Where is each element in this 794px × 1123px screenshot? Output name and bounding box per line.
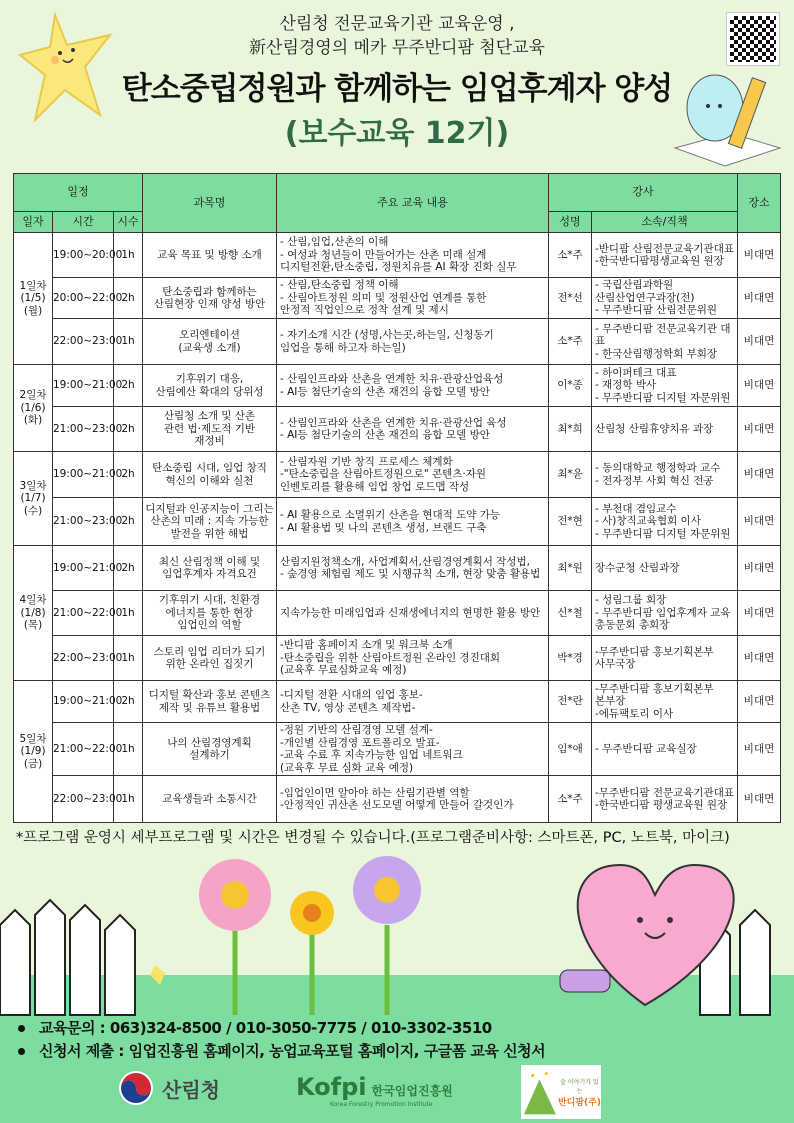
content-cell: - 산림인프라와 산촌을 연계한 치유·관광산업육성 - AI등 첨단기술의 산촌 재건의 융합 모델 방안 xyxy=(277,365,549,407)
place-cell: 비대면 xyxy=(738,278,781,319)
forest-service-logo xyxy=(118,1070,220,1106)
time-cell: 21:00~22:00 xyxy=(53,723,114,776)
table-row xyxy=(14,365,781,407)
affiliation-cell: -무주반디팜 홍보기획본부 본부장 -에듀팩토리 이사 xyxy=(592,681,738,723)
day-cell: 4일차 (1/8) (목) xyxy=(14,546,53,681)
place-cell: 비대면 xyxy=(738,723,781,776)
day-cell: 3일차 (1/7) (수) xyxy=(14,452,53,546)
forest-service-name: 산림청 xyxy=(162,1077,220,1102)
content-cell: - 산림인프라와 산촌을 연계한 치유·관광산업 육성 - AI등 첨단기술의 산촌 재건의 융합 모델 방안 xyxy=(277,407,549,452)
affiliation-cell: -무주반디팜 전문교육기관대표 -한국반디팜 평생교육원 원장 xyxy=(592,776,738,823)
subject-cell: 탄소중립 시대, 임업 창직 혁신의 이해와 실천 xyxy=(143,452,277,498)
table-row xyxy=(14,546,781,591)
subject-cell: 교육생들과 소통시간 xyxy=(143,776,277,823)
time-cell: 22:00~23:00 xyxy=(53,319,114,365)
yellow-flower-icon xyxy=(290,891,334,1015)
program-note: *프로그램 운영시 세부프로그램 및 시간은 변경될 수 있습니다.(프로그램준비사항: 스마트폰, PC, 노트북, 마이크) xyxy=(16,830,730,846)
place-cell: 비대면 xyxy=(738,498,781,546)
hours-cell: 2h xyxy=(114,407,143,452)
affiliation-cell: -무주반디팜 홍보기획본부 사무국장 xyxy=(592,636,738,681)
kofpi-korean: 한국임업진흥원 xyxy=(371,1084,453,1098)
content-cell: -디지털 전환 시대의 임업 홍보- 산촌 TV, 영상 콘텐츠 제작법- xyxy=(277,681,549,723)
content-cell: 산림지원정책소개, 사업계획서,산림경영계획서 작성법, - 숲경영 체험림 제도 및 시행규칙 소개, 현장 맞춤 활용법 xyxy=(277,546,549,591)
header-affiliation: 소속/직책 xyxy=(592,212,738,233)
day-cell: 1일차 (1/5) (월) xyxy=(14,233,53,365)
bandifarm-name: 반디팜(주) xyxy=(557,1097,601,1108)
hours-cell: 1h xyxy=(114,636,143,681)
subject-cell: 오리엔테이션 (교육생 소개) xyxy=(143,319,277,365)
subject-cell: 디지털과 인공지능이 그리는 산촌의 미래 : 지속 가능한 발전을 위한 해법 xyxy=(143,498,277,546)
content-cell: -반디팜 홈페이지 소개 및 워크북 소개 -탄소중립을 위한 산림아트정원 온라인 경진대회 (교육후 무료심화교육 예정) xyxy=(277,636,549,681)
time-cell: 21:00~22:00 xyxy=(53,591,114,636)
taegeuk-emblem-icon xyxy=(118,1070,154,1106)
time-cell: 22:00~23:00 xyxy=(53,776,114,823)
subject-cell: 스토리 임업 리더가 되기 위한 온라인 집짓기 xyxy=(143,636,277,681)
contact-inquiry-text: 교육문의 : 063)324-8500 / 010-3050-7775 / 010-3302-3510 xyxy=(39,1019,492,1037)
table-row xyxy=(14,591,781,636)
hours-cell: 2h xyxy=(114,452,143,498)
content-cell: - 산림,탄소중립 정책 이해 - 산림아트정원 의미 및 정원산업 연계를 통한 안정적 직업인으로 정착 설계 및 제시 xyxy=(277,278,549,319)
hours-cell: 1h xyxy=(114,233,143,278)
content-cell: 지속가능한 미래임업과 신재생에너지의 현명한 활용 방안 xyxy=(277,591,549,636)
garden-illustration xyxy=(0,845,794,1025)
contact-inquiry xyxy=(18,1017,492,1038)
day-cell: 2일차 (1/6) (화) xyxy=(14,365,53,452)
instructor-name-cell: 전*현 xyxy=(549,498,592,546)
place-cell: 비대면 xyxy=(738,452,781,498)
hours-cell: 2h xyxy=(114,546,143,591)
table-row xyxy=(14,233,781,278)
content-cell: -임업인이면 알아야 하는 산림기관별 역할 -안정적인 귀산촌 선도모델 어떻게 만들어 갈것인가 xyxy=(277,776,549,823)
contact-submission-text: 신청서 제출 : 임업진흥원 홈페이지, 농업교육포털 홈페이지, 구글폼 교육 신청서 xyxy=(39,1042,546,1060)
table-row xyxy=(14,452,781,498)
content-cell: - 자기소개 시간 (성명,사는곳,하는일, 신청동기 임업을 통해 하고자 하는일) xyxy=(277,319,549,365)
hours-cell: 2h xyxy=(114,681,143,723)
table-row xyxy=(14,407,781,452)
subject-cell: 탄소중립과 함께하는 산림현장 인재 양성 방안 xyxy=(143,278,277,319)
time-cell: 22:00~23:00 xyxy=(53,636,114,681)
instructor-name-cell: 이*종 xyxy=(549,365,592,407)
hours-cell: 2h xyxy=(114,278,143,319)
hours-cell: 1h xyxy=(114,723,143,776)
hours-cell: 1h xyxy=(114,319,143,365)
content-cell: - AI 활용으로 소멸위기 산촌을 현대적 도약 가능 - AI 활용법 및 나의 콘텐츠 생성, 브랜드 구축 xyxy=(277,498,549,546)
schedule-body xyxy=(14,233,781,823)
instructor-name-cell: 최*윤 xyxy=(549,452,592,498)
bandifarm-logo xyxy=(521,1065,601,1119)
hours-cell: 1h xyxy=(114,591,143,636)
subject-cell: 최신 산림정책 이해 및 임업후계자 자격요건 xyxy=(143,546,277,591)
affiliation-cell: - 무주반디팜 교육실장 xyxy=(592,723,738,776)
instructor-name-cell: 임*애 xyxy=(549,723,592,776)
purple-flower-icon xyxy=(353,856,421,1015)
schedule-table xyxy=(13,173,781,823)
place-cell: 비대면 xyxy=(738,636,781,681)
table-row xyxy=(14,681,781,723)
time-cell: 19:00~21:00 xyxy=(53,452,114,498)
time-cell: 20:00~22:00 xyxy=(53,278,114,319)
affiliation-cell: - 국립산림과학원 산림산업연구과장(전) - 무주반디팜 산림전문위원 xyxy=(592,278,738,319)
header-time: 시간 xyxy=(53,212,114,233)
place-cell: 비대면 xyxy=(738,776,781,823)
time-cell: 19:00~21:00 xyxy=(53,681,114,723)
page-title: 탄소중립정원과 함께하는 임업후계자 양성 xyxy=(121,71,673,107)
instructor-name-cell: 최*희 xyxy=(549,407,592,452)
place-cell: 비대면 xyxy=(738,407,781,452)
place-cell: 비대면 xyxy=(738,233,781,278)
instructor-name-cell: 전*선 xyxy=(549,278,592,319)
kofpi-mark: Kofpi xyxy=(296,1073,367,1101)
subject-cell: 기후위기 대응, 산림예산 확대의 당위성 xyxy=(143,365,277,407)
table-row xyxy=(14,723,781,776)
affiliation-cell: - 동의대학교 행정학과 교수 - 전자정부 사회 혁신 전공 xyxy=(592,452,738,498)
hours-cell: 1h xyxy=(114,776,143,823)
content-cell: - 산림,임업,산촌의 이해 - 여성과 청년들이 만들어가는 산촌 미래 설계 디지털전환,탄소중립, 정원치유를 AI 확장 진화 실무 xyxy=(277,233,549,278)
subject-cell: 기후위기 시대, 친환경 에너지를 통한 현장 임업인의 역할 xyxy=(143,591,277,636)
time-cell: 21:00~23:00 xyxy=(53,407,114,452)
instructor-name-cell: 신*철 xyxy=(549,591,592,636)
instructor-name-cell: 소*주 xyxy=(549,776,592,823)
page-subtitle-cohort: (보수교육 12기) xyxy=(284,116,510,151)
contact-submission xyxy=(18,1040,545,1061)
hours-cell: 2h xyxy=(114,365,143,407)
hours-cell: 2h xyxy=(114,498,143,546)
table-row xyxy=(14,319,781,365)
header-day: 일자 xyxy=(14,212,53,233)
affiliation-cell: - 부천대 겸임교수 - 사)창직교육협회 이사 - 무주반디팜 디지털 자문위원 xyxy=(592,498,738,546)
bandifarm-tagline: 숲 이야기가 있는 xyxy=(560,1078,599,1095)
table-row xyxy=(14,636,781,681)
table-row xyxy=(14,776,781,823)
time-cell: 21:00~23:00 xyxy=(53,498,114,546)
instructor-name-cell: 박*경 xyxy=(549,636,592,681)
subtitle-line-2: 新산림경영의 메카 무주반디팜 첨단교육 xyxy=(249,38,545,58)
affiliation-cell: - 무주반디팜 전문교육기관 대표 - 한국산림행정학회 부회장 xyxy=(592,319,738,365)
time-cell: 19:00~21:00 xyxy=(53,546,114,591)
place-cell: 비대면 xyxy=(738,319,781,365)
table-row xyxy=(14,498,781,546)
affiliation-cell: - 성림그룹 회장 - 무주반디팜 임업후계자 교육 총동문회 총회장 xyxy=(592,591,738,636)
affiliation-cell: - 하이퍼테크 대표 - 재정학 박사 - 무주반디팜 디지털 자문위원 xyxy=(592,365,738,407)
mountain-icon xyxy=(521,1067,558,1117)
subject-cell: 교육 목표 및 방향 소개 xyxy=(143,233,277,278)
content-cell: -정원 기반의 산림경영 모델 설계- -개인별 산림경영 포트폴리오 발표- -교육 수료 후 지속가능한 임업 네트워크 (교육후 무료 심화 교육 예정) xyxy=(277,723,549,776)
header-hours: 시수 xyxy=(114,212,143,233)
instructor-name-cell: 전*란 xyxy=(549,681,592,723)
place-cell: 비대면 xyxy=(738,546,781,591)
header-name: 성명 xyxy=(549,212,592,233)
instructor-name-cell: 소*주 xyxy=(549,319,592,365)
header-place: 장소 xyxy=(738,174,781,233)
header-subject: 과목명 xyxy=(143,174,277,233)
subject-cell: 디지털 확산과 홍보 콘텐츠 제작 및 유튜브 활용법 xyxy=(143,681,277,723)
kofpi-logo xyxy=(296,1073,453,1108)
place-cell: 비대면 xyxy=(738,681,781,723)
affiliation-cell: 산림청 산림휴양치유 과장 xyxy=(592,407,738,452)
kofpi-english: Korea Forestry Promotion Institute xyxy=(330,1101,433,1108)
pink-flower-icon xyxy=(199,859,271,1015)
instructor-name-cell: 소*주 xyxy=(549,233,592,278)
place-cell: 비대면 xyxy=(738,365,781,407)
content-cell: - 산림자원 기반 창직 프로세스 체계화 -"탄소중립을 산림아트정원으로" 콘텐츠·자원 인벤토리를 활용해 임업 창업 로드맵 작성 xyxy=(277,452,549,498)
instructor-name-cell: 최*원 xyxy=(549,546,592,591)
subtitle-line-1: 산림청 전문교육기관 교육운영 , xyxy=(279,14,515,34)
header-content: 주요 교육 내용 xyxy=(277,174,549,233)
time-cell: 19:00~20:00 xyxy=(53,233,114,278)
place-cell: 비대면 xyxy=(738,591,781,636)
affiliation-cell: 장수군청 산림과장 xyxy=(592,546,738,591)
subject-cell: 산림청 소개 및 산촌 관련 법·제도적 기반 재정비 xyxy=(143,407,277,452)
table-row xyxy=(14,278,781,319)
day-cell: 5일차 (1/9) (금) xyxy=(14,681,53,823)
time-cell: 19:00~21:00 xyxy=(53,365,114,407)
subject-cell: 나의 산림경영계획 설계하기 xyxy=(143,723,277,776)
header-schedule: 일정 xyxy=(14,174,143,212)
header-instructor: 강사 xyxy=(549,174,738,212)
affiliation-cell: -반디팜 산림전문교육기관대표 -한국반디팜평생교육원 원장 xyxy=(592,233,738,278)
